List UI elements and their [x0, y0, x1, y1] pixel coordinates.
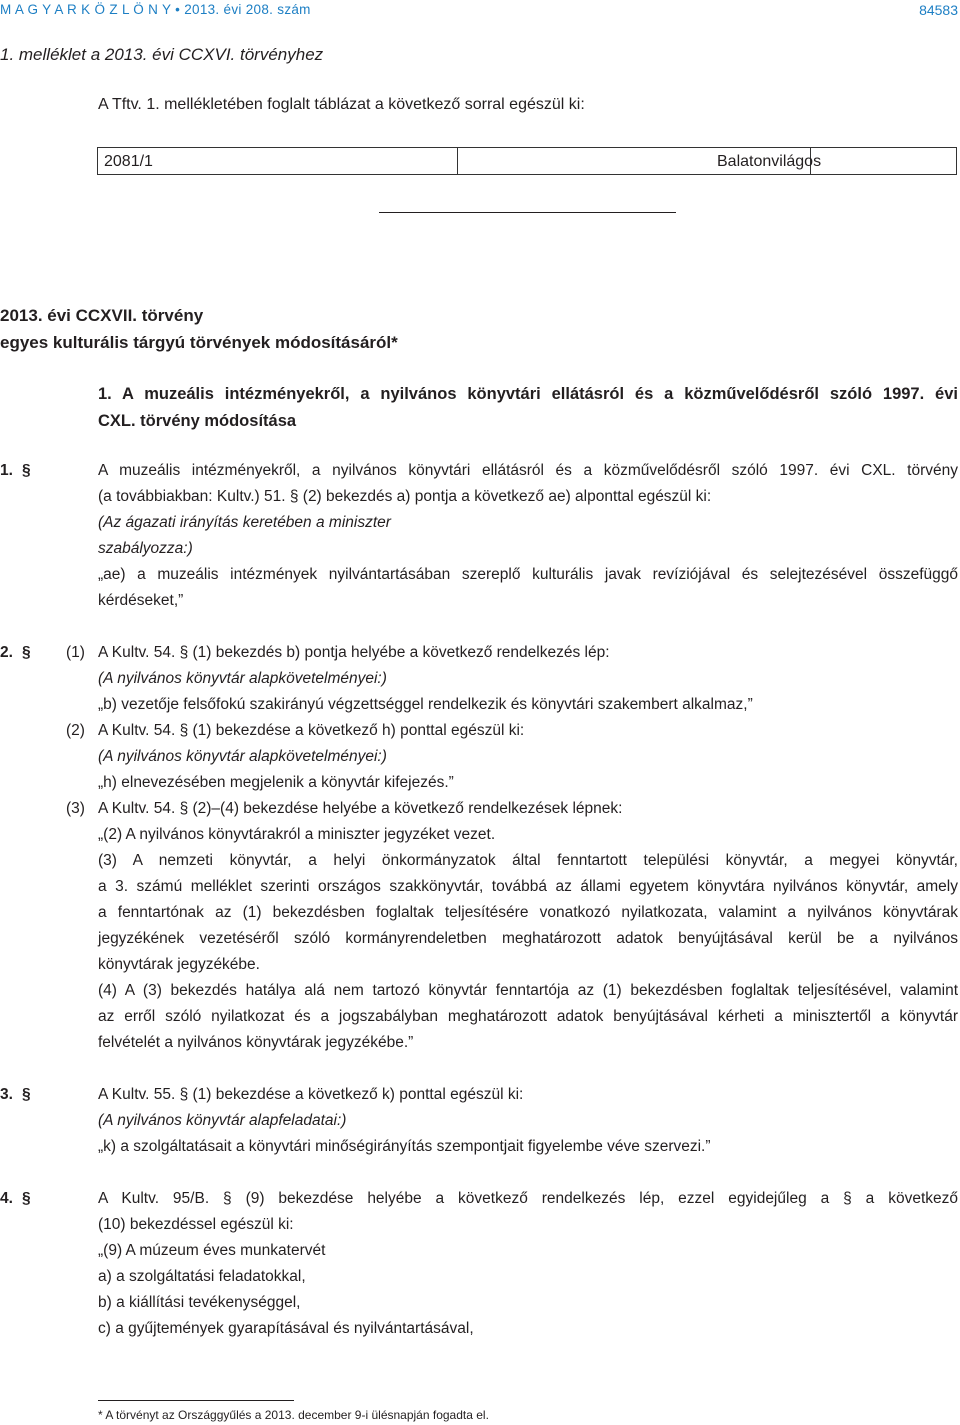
paragraph-text: „h) elnevezésében megjelenik a könyvtár kifejezés.”: [98, 774, 454, 791]
paragraph-text: A Kultv. 95/B. § (9) bekezdése helyébe a következő rendelkezés lép, ezzel egyidejűleg a § a következő: [98, 1190, 958, 1207]
paragraph-text: „(2) A nyilvános könyvtárakról a miniszter jegyzéket vezet.: [98, 826, 496, 843]
paragraph-number: 4.: [0, 1190, 13, 1207]
paragraph-text: (A nyilvános könyvtár alapkövetelményei:): [98, 670, 387, 687]
section-sign: §: [22, 1190, 31, 1207]
table-cell-code: 2081/1: [104, 153, 153, 170]
footnote: * A törvényt az Országgyűlés a 2013. december 9-i ülésnapján fogadta el.: [98, 1408, 489, 1422]
paragraph-text: az erről szóló nyilatkozat és a jogszabályban meghatározott adatok benyújtásával kérheti a minisztertől a könyvtár: [98, 1008, 958, 1025]
paragraph-text: „(9) A múzeum éves munkatervét: [98, 1242, 326, 1259]
paragraph-text: (Az ágazati irányítás keretében a miniszter: [98, 514, 391, 531]
paragraph-text: (4) A (3) bekezdés hatálya alá nem tartozó könyvtár fenntartója az (1) bekezdésben foglaltak teljesítésével, valamint: [98, 982, 958, 999]
paragraph-text: jegyzékének vezetéséről szóló kormányrendeletben meghatározott adatok benyújtásával kerül be a nyilvános: [98, 930, 958, 947]
page-number: 84583: [919, 2, 958, 18]
paragraph-text: a) a szolgáltatási feladatokkal,: [98, 1268, 306, 1285]
section-heading-line1: 1. A muzeális intézményekről, a nyilvános könyvtári ellátásról és a közművelődésről szóló 1997. évi: [98, 385, 958, 403]
table-cell-name: Balatonvilágos: [717, 153, 822, 170]
paragraph-text: c) a gyűjtemények gyarapításával és nyilvántartásával,: [98, 1320, 474, 1337]
paragraph-text: A muzeális intézményekről, a nyilvános könyvtári ellátásról és a közművelődésről szóló 1997. évi CXL. törvény: [98, 462, 958, 479]
separator-rule: [379, 212, 676, 213]
paragraph-text: A Kultv. 54. § (1) bekezdés b) pontja helyébe a következő rendelkezés lép:: [98, 644, 610, 661]
paragraph-number: 2.: [0, 644, 13, 661]
paragraph-text: „b) vezetője felsőfokú szakirányú végzettséggel rendelkezik és könyvtári szakembert alkalmaz,”: [98, 696, 753, 713]
intro-text: A Tftv. 1. mellékletében foglalt táblázat a következő sorral egészül ki:: [98, 96, 585, 113]
paragraph-text: kérdéseket,”: [98, 592, 184, 609]
paragraph-number: 3.: [0, 1086, 13, 1103]
section-sign: §: [22, 1086, 31, 1103]
paragraph-text: „ae) a muzeális intézmények nyilvántartásában szereplő kulturális javak revíziójával és selejtezésével összefüggő: [98, 566, 958, 583]
section-heading: [98, 381, 958, 435]
paragraph-text: (A nyilvános könyvtár alapkövetelményei:): [98, 748, 387, 765]
subsection-label: (1): [66, 644, 85, 661]
paragraph-text: (A nyilvános könyvtár alapfeladatai:): [98, 1112, 347, 1129]
table-divider: [457, 148, 458, 174]
paragraph-text: a 3. számú melléklet szerinti országos szakkönyvtár, továbbá az állami egyetem könyvtára nyilvános könyvtár, amely: [98, 878, 958, 895]
subsection-label: (2): [66, 722, 85, 739]
annex-title: 1. melléklet a 2013. évi CCXVI. törvényhez: [0, 45, 324, 64]
subsection-label: (3): [66, 800, 85, 817]
law-title-line2: egyes kulturális tárgyú törvények módosításáról*: [0, 333, 398, 352]
paragraph-number: 1.: [0, 462, 13, 479]
paragraph-text: (10) bekezdéssel egészül ki:: [98, 1216, 294, 1233]
section-heading-line2: CXL. törvény módosítása: [98, 412, 297, 430]
paragraph-text: szabályozza:): [98, 540, 193, 557]
law-title-line1: 2013. évi CCXVII. törvény: [0, 306, 204, 325]
paragraph-text: könyvtárak jegyzékébe.: [98, 956, 260, 973]
section-sign: §: [22, 644, 31, 661]
paragraph-text: (a továbbiakban: Kultv.) 51. § (2) bekezdés a) pontja a következő ae) alponttal egészül ki:: [98, 488, 712, 505]
paragraph-text: a fenntartónak az (1) bekezdésben foglaltak teljesítésére vonatkozó nyilatkozata, valamint a nyilvános könyvtárak: [98, 904, 958, 921]
amendment-table: [97, 147, 957, 175]
journal-header: M A G Y A R K Ö Z L Ö N Y • 2013. évi 208. szám: [0, 2, 311, 17]
footnote-rule: [98, 1400, 294, 1401]
paragraph-text: b) a kiállítási tevékenységgel,: [98, 1294, 301, 1311]
paragraph-text: „k) a szolgáltatásait a könyvtári minőségirányítás szempontjait figyelembe véve szervezi.”: [98, 1138, 711, 1155]
paragraph-text: A Kultv. 54. § (2)–(4) bekezdése helyébe a következő rendelkezések lépnek:: [98, 800, 623, 817]
paragraph-text: felvételét a nyilvános könyvtárak jegyzékébe.”: [98, 1034, 414, 1051]
paragraph-text: (3) A nemzeti könyvtár, a helyi önkormányzatok által fenntartott települési könyvtár, a megyei könyvtár,: [98, 852, 958, 869]
section-sign: §: [22, 462, 31, 479]
paragraph-text: A Kultv. 54. § (1) bekezdése a következő h) ponttal egészül ki:: [98, 722, 525, 739]
paragraph-text: A Kultv. 55. § (1) bekezdése a következő k) ponttal egészül ki:: [98, 1086, 524, 1103]
law-title: [0, 302, 398, 356]
